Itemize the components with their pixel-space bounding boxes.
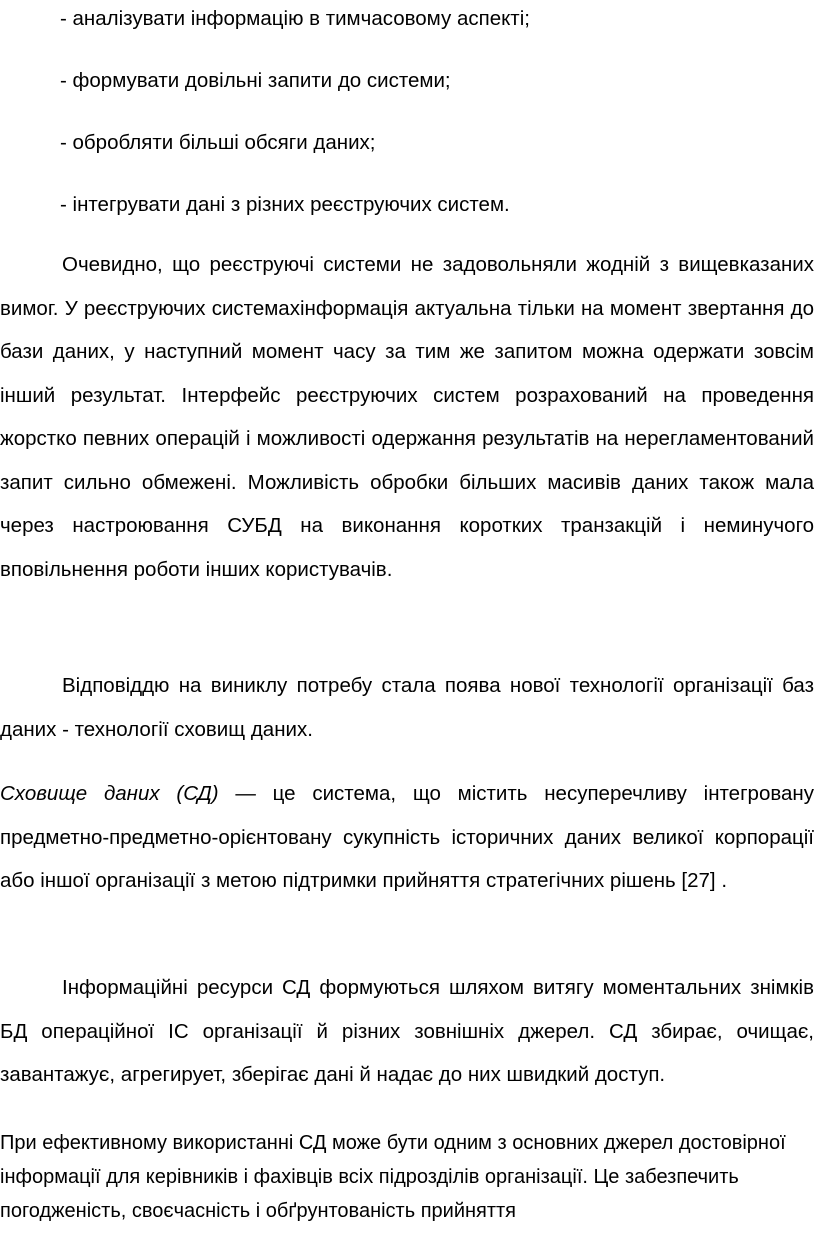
paragraph-registering-systems	[0, 243, 814, 591]
paragraph-effective-use	[0, 1126, 814, 1228]
bullet-item-1: - аналізувати інформацію в тимчасовому аспекті;	[60, 7, 530, 30]
paragraph-information-resources	[0, 966, 814, 1097]
paragraph-text: Очевидно, що реєструючі системи не задовольняли жодній з вищевказаних вимог. У реєструючих системахінформація актуальна тільки на момент звертання до бази даних, у наступний момент часу за тим же запитом можна одержати зовсім інший результат. Інтерфейс реєструючих систем розрахований на проведення жорстко певних операцій і можливості одержання результатів на нерегламентований запит сильно обмежені. Можливість обробки більших масивів даних також мала через настроювання СУБД на виконання коротких транзакцій і неминучого вповільнення роботи інших користувачів.	[0, 253, 814, 581]
paragraph-new-technology	[0, 664, 814, 751]
paragraph-text: При ефективному використанні СД може бути одним з основних джерел достовірної інформації для керівників і фахівців всіх підрозділів організації. Це забезпечить погодженість, своєчасність і обґрунтованість прийняття	[0, 1132, 786, 1222]
bullet-item-4: - інтегрувати дані з різних реєструючих систем.	[60, 193, 510, 216]
paragraph-text: — це система, що містить несуперечливу інтегровану предметно-предметно-орієнтовану сукупність історичних даних великої корпорації або іншої організації з метою підтримки прийняття стратегічних рішень [27] .	[0, 782, 814, 892]
bullet-item-2: - формувати довільні запити до системи;	[60, 69, 451, 92]
paragraph-data-warehouse-definition	[0, 772, 814, 903]
bullet-item-3: - обробляти більші обсяги даних;	[60, 131, 376, 154]
paragraph-text: Відповіддю на виниклу потребу стала поява нової технології організації баз даних - технології сховищ даних.	[0, 674, 814, 741]
defined-term: Сховище даних (СД)	[0, 782, 219, 805]
paragraph-text: Інформаційні ресурси СД формуються шляхом витягу моментальних знімків БД операційної ІС організації й різних зовнішніх джерел. СД збирає, очищає, завантажує, агрегирует, зберігає дані й надає до них швидкий доступ.	[0, 976, 814, 1086]
